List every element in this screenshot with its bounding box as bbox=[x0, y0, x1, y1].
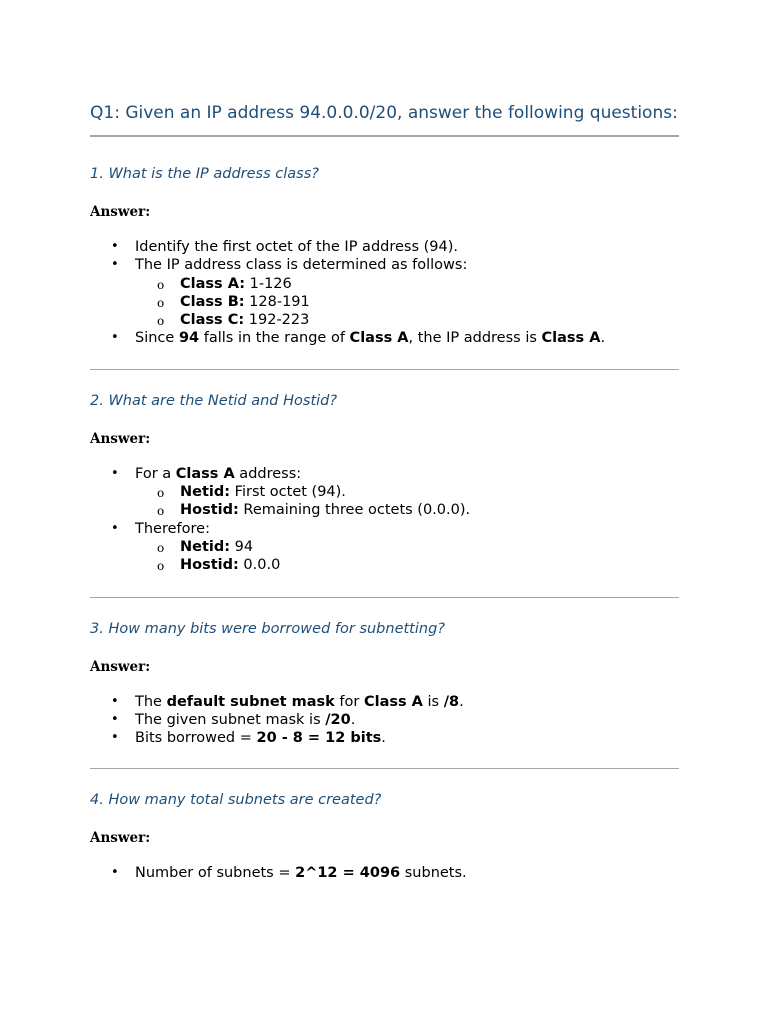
section-divider bbox=[90, 369, 679, 370]
sub-bullet-icon: o bbox=[157, 277, 165, 292]
sub-list-item: o Class C: 192-223 bbox=[135, 311, 679, 329]
bullet-icon: • bbox=[111, 239, 119, 254]
question-4-heading: 4. How many total subnets are created? bbox=[90, 792, 382, 809]
bullet-icon: • bbox=[111, 693, 119, 709]
list-item: • The IP address class is determined as follows: o Class A: 1-126 o Class B: 128-191 o Class C: 192-223 bbox=[90, 256, 679, 329]
question-2 bbox=[90, 391, 679, 598]
sub-bullet-icon: o bbox=[157, 504, 165, 519]
list-item: • The given subnet mask is /20. bbox=[111, 711, 356, 728]
list-item: • Identify the first octet of the IP address (94). bbox=[111, 239, 459, 255]
bullet-icon: • bbox=[111, 257, 119, 273]
page-title: Q1: Given an IP address 94.0.0.0/20, answer the following questions: bbox=[90, 103, 678, 123]
sub-list-item: o Class B: 128-191 bbox=[135, 293, 679, 311]
bullet-icon: • bbox=[111, 330, 119, 346]
list-item: • Number of subnets = 2^12 = 4096 subnets. bbox=[111, 865, 467, 882]
question-4 bbox=[90, 790, 679, 882]
sub-list-item: o Class A: 1-126 bbox=[135, 275, 679, 293]
answer-list bbox=[90, 465, 679, 575]
question-1 bbox=[90, 164, 679, 370]
sub-list-item: o Hostid: Remaining three octets (0.0.0). bbox=[135, 501, 679, 519]
sub-bullet-icon: o bbox=[157, 559, 165, 574]
answer-list bbox=[90, 238, 679, 348]
bullet-icon: • bbox=[111, 520, 119, 536]
section-divider bbox=[90, 597, 679, 598]
answer-label: Answer: bbox=[90, 430, 151, 447]
sub-bullet-icon: o bbox=[157, 295, 165, 310]
list-item: • For a Class A address: o Netid: First octet (94). o Hostid: Remaining three octets (0.0.0). bbox=[90, 465, 679, 520]
sub-list bbox=[135, 538, 679, 575]
sub-list bbox=[135, 275, 679, 330]
list-item: • Therefore: o Netid: 94 o Hostid: 0.0.0 bbox=[90, 520, 679, 575]
section-divider bbox=[90, 768, 679, 769]
sub-list-item: o Netid: 94 bbox=[135, 538, 679, 556]
question-3 bbox=[90, 619, 679, 770]
sub-list-item: o Hostid: 0.0.0 bbox=[135, 556, 679, 574]
answer-label: Answer: bbox=[90, 658, 151, 675]
list-item: • Bits borrowed = 20 - 8 = 12 bits. bbox=[111, 730, 386, 747]
question-1-heading: 1. What is the IP address class? bbox=[90, 166, 319, 182]
sub-list bbox=[135, 483, 679, 520]
title-divider bbox=[90, 135, 679, 137]
bullet-icon: • bbox=[111, 865, 119, 881]
list-item: • The default subnet mask for Class A is /8. bbox=[111, 693, 464, 710]
bullet-icon: • bbox=[111, 465, 119, 481]
sub-bullet-icon: o bbox=[157, 486, 165, 501]
sub-bullet-icon: o bbox=[157, 314, 165, 329]
document-page bbox=[90, 101, 679, 883]
list-item: • Since 94 falls in the range of Class A, the IP address is Class A. bbox=[111, 330, 606, 347]
question-2-heading: 2. What are the Netid and Hostid? bbox=[90, 392, 338, 409]
answer-label: Answer: bbox=[90, 830, 151, 847]
answer-list bbox=[90, 693, 679, 748]
bullet-icon: • bbox=[111, 711, 119, 727]
answer-label: Answer: bbox=[90, 204, 151, 220]
sub-list-item: o Netid: First octet (94). bbox=[135, 483, 679, 501]
answer-list bbox=[90, 864, 679, 882]
question-3-heading: 3. How many bits were borrowed for subnetting? bbox=[90, 620, 445, 637]
sub-bullet-icon: o bbox=[157, 540, 165, 555]
bullet-icon: • bbox=[111, 730, 119, 746]
